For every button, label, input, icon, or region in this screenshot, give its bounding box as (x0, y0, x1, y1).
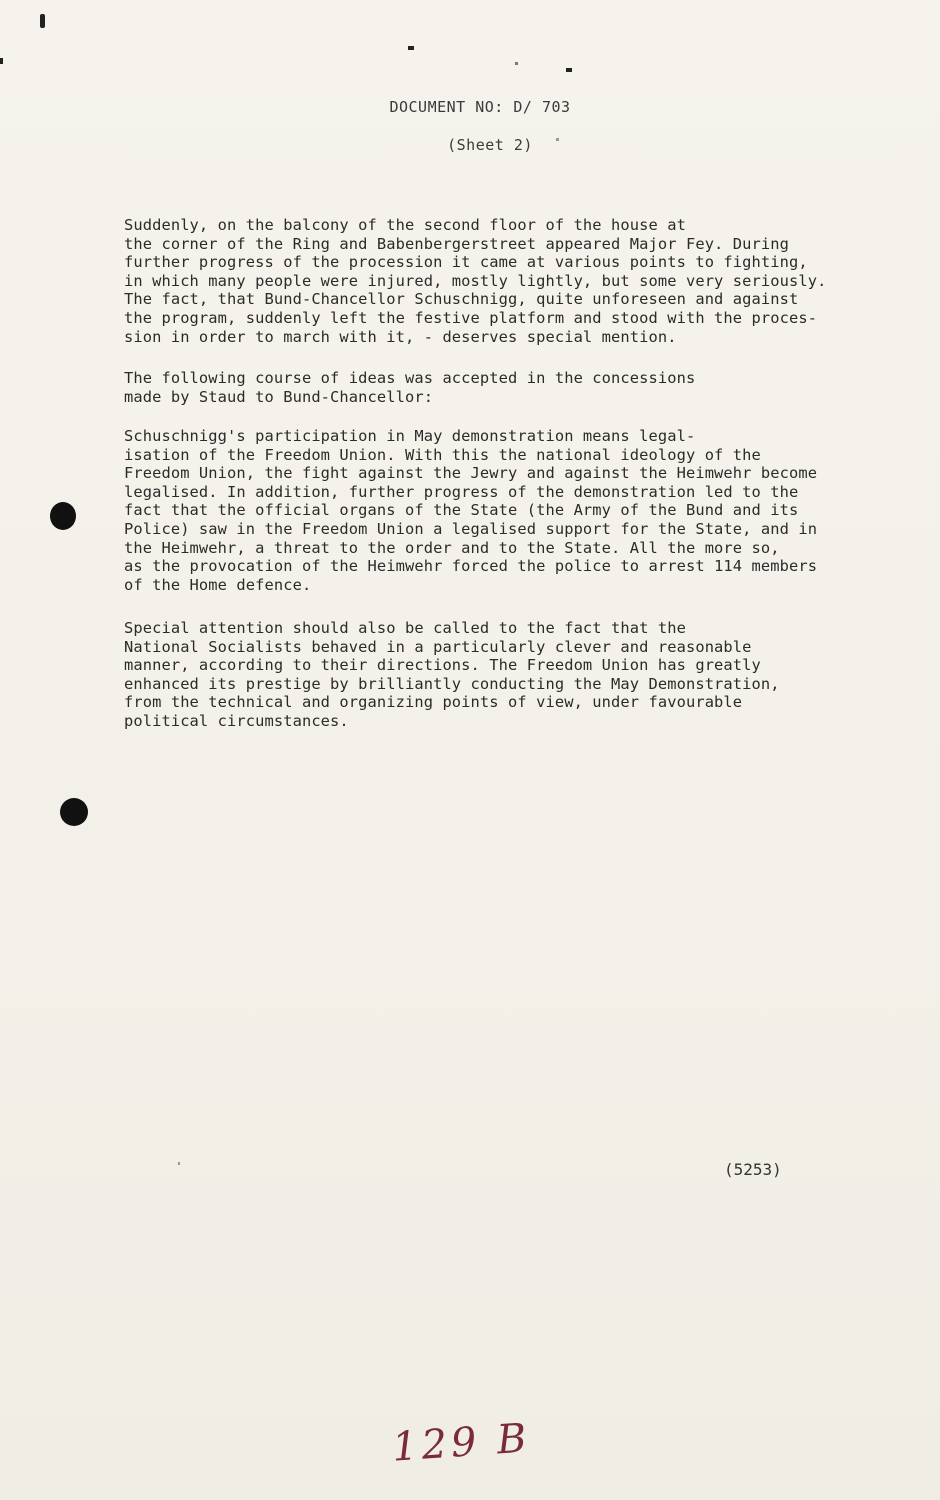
ink-speck (408, 46, 414, 50)
document-code: (5253) (724, 1160, 782, 1179)
paragraph-2: The following course of ideas was accepted in the concessions made by Staud to Bund-Chancellor: (124, 369, 696, 406)
ink-speck (0, 58, 3, 64)
ink-speck (40, 14, 45, 28)
paragraph-4: Special attention should also be called to the fact that the National Socialists behaved in a particularly clever and reasonable manner, according to their directions. The Freedom Union has greatly enhanced its prestige by brilliantly conducting the May Demonstration, from the technical and organizing points of view, under favourable political circumstances. (124, 619, 780, 730)
ink-speck (515, 62, 518, 65)
punch-hole (50, 502, 76, 530)
sheet-label: (Sheet 2) (447, 136, 533, 154)
paragraph-3: Schuschnigg's participation in May demonstration means legal- isation of the Freedom Union. With this the national ideology of the Freedom Union, the fight against the Jewry and against the Heimwehr become legalised. In addition, further progress of the demonstration led to the fact that the official organs of the State (the Army of the Bund and its Police) saw in the Freedom Union a legalised support for the State, and in the Heimwehr, a threat to the order and to the State. All the more so, as the provocation of the Heimwehr forced the police to arrest 114 members of the Home defence. (124, 427, 818, 594)
ink-speck (178, 1162, 180, 1165)
document-number: DOCUMENT NO: D/ 703 (389, 98, 571, 116)
handwritten-page-number: 129 B (390, 1415, 532, 1471)
ink-speck (566, 68, 572, 72)
paragraph-1: Suddenly, on the balcony of the second floor of the house at the corner of the Ring and Babenbergerstreet appeared Major Fey. During further progress of the procession it came at various points to fighting, in which many people were injured, mostly lightly, but some very seriously. The fact, that Bund-Chancellor Schuschnigg, quite unforeseen and against the program, suddenly left the festive platform and stood with the proces- sion in order to march with it, - deserves special mention. (124, 216, 827, 346)
punch-hole (60, 798, 88, 826)
